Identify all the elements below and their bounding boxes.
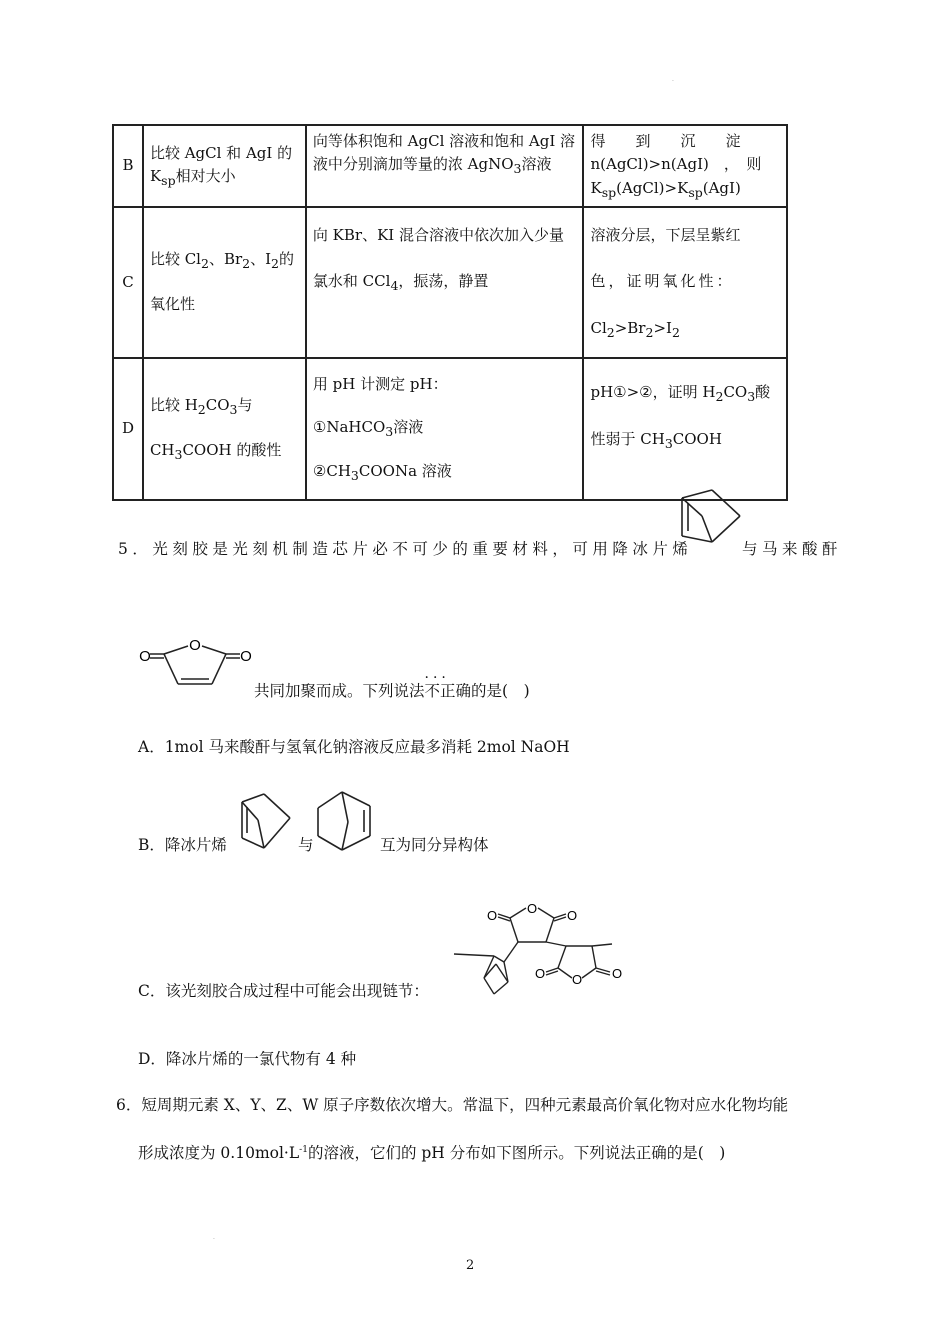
maleic-anhydride-structure xyxy=(136,634,254,696)
purpose-text: 比较 AgCl 和 AgI 的 xyxy=(149,143,293,162)
operation-cell xyxy=(306,358,584,500)
purpose-cell xyxy=(143,207,306,358)
stray-mark-bottom: . xyxy=(213,1234,215,1241)
row-label: B xyxy=(113,125,143,207)
conclusion-text: 性弱于 $CH_3COOH$ xyxy=(590,430,722,452)
conclusion-text: $Cl_2>Br_2>I_2$ xyxy=(590,318,680,340)
operation-text: 向等体积饱和 AgCl 溶液和饱和 AgI 溶 xyxy=(312,132,576,150)
conclusion-cell xyxy=(583,125,787,207)
stray-mark-top: . xyxy=(672,76,674,83)
q5-stem-line1-end: 与马来酸酐 xyxy=(742,540,843,558)
operation-text: 向 KBr、KI 混合溶液中依次加入少量 xyxy=(312,225,564,244)
table-row-d xyxy=(113,358,787,500)
oxygen-atom: O xyxy=(571,972,583,987)
table-row-c xyxy=(113,207,787,358)
norbornene-left-structure xyxy=(236,790,294,854)
oxygen-atom: O xyxy=(611,966,623,981)
norbornene-right-structure xyxy=(312,788,376,854)
oxygen-atom: O xyxy=(189,637,201,654)
oxygen-atom: O xyxy=(534,966,546,981)
q5-stem-line1: 5．光刻胶是光刻机制造芯片必不可少的重要材料，可用降冰片烯 xyxy=(118,540,693,558)
conclusion-cell xyxy=(583,358,787,500)
operation-text: 用 pH 计测定 pH： xyxy=(312,374,448,393)
row-label: D xyxy=(113,358,143,500)
oxygen-atom: O xyxy=(566,908,578,923)
q5-option-a: A．1mol 马来酸酐与氢氧化钠溶液反应最多消耗 2mol NaOH xyxy=(138,738,570,756)
operation-cell xyxy=(306,125,584,207)
row-label: C xyxy=(113,207,143,358)
purpose-cell xyxy=(143,125,306,207)
purpose-text: 氧化性 xyxy=(149,294,195,313)
conclusion-text: 色，证明氧化性： xyxy=(590,272,735,291)
conclusion-text: n(AgCl)>n(AgI) ， 则 xyxy=(590,155,762,174)
conclusion-text: 溶液分层，下层呈紫红 xyxy=(590,225,741,244)
polymer-chain-unit-structure xyxy=(450,898,636,1000)
q5-option-c: C．该光刻胶合成过程中可能会出现链节： xyxy=(138,982,429,1000)
q5-option-d: D．降冰片烯的一氯代物有 4 种 xyxy=(138,1050,357,1068)
conclusion-cell xyxy=(583,207,787,358)
emphasis-dots: ··· xyxy=(424,670,450,686)
experiment-table xyxy=(112,124,788,501)
q5-option-b-label: B．降冰片烯 xyxy=(138,836,227,854)
operation-cell xyxy=(306,207,584,358)
purpose-text: 比较 $Cl_2$、$Br_2$、$I_2$的 xyxy=(149,250,294,272)
q5-option-b-with: 与 xyxy=(298,836,314,854)
operation-text: ①NaHCO$_3$溶液 xyxy=(312,418,424,440)
purpose-cell xyxy=(143,358,306,500)
oxygen-atom: O xyxy=(240,648,252,665)
q5-stem-line2 xyxy=(254,670,530,701)
purpose-text: $K_{sp}$相对大小 xyxy=(149,166,236,188)
operation-text: 液中分别滴加等量的浓 AgNO$_3$溶液 xyxy=(312,155,552,177)
stem-text: 共同加聚而成。下列说法 xyxy=(254,682,425,700)
stem-text: 的是( ) xyxy=(471,682,530,700)
emphasis-text: ··· 不正确 xyxy=(424,670,472,700)
purpose-text: 比较 $H_2CO_3$与 xyxy=(149,396,253,418)
oxygen-atom: O xyxy=(526,901,538,916)
oxygen-atom: O xyxy=(486,908,498,923)
conclusion-text: $K_{sp}(AgCl)>K_{sp}(AgI)$ xyxy=(590,178,741,200)
oxygen-atom: O xyxy=(139,648,151,665)
conclusion-text: pH①>②，证明 $H_2CO_3$酸 xyxy=(590,382,771,404)
norbornene-structure xyxy=(676,486,744,556)
table-row-b xyxy=(113,125,787,207)
q5-option-b-end: 互为同分异构体 xyxy=(380,836,489,854)
purpose-text: $CH_3COOH$ 的酸性 xyxy=(149,440,282,462)
q6-stem-line1: 6．短周期元素 X、Y、Z、W 原子序数依次增大。常温下，四种元素最高价氧化物对应水化物均能 xyxy=(116,1096,789,1114)
operation-text: $②CH_3COONa$ 溶液 xyxy=(312,462,452,484)
conclusion-text: 得 到 沉 淀 xyxy=(590,132,741,150)
q6-stem-line2: 形成浓度为 $0.10mol\cdot L^{-1}$的溶液，它们的 pH 分布如下图所示。下列说法正确的是( ) xyxy=(138,1144,726,1162)
operation-text: 氯水和 CCl$_4$，振荡，静置 xyxy=(312,272,489,294)
page-number: 2 xyxy=(466,1258,475,1273)
